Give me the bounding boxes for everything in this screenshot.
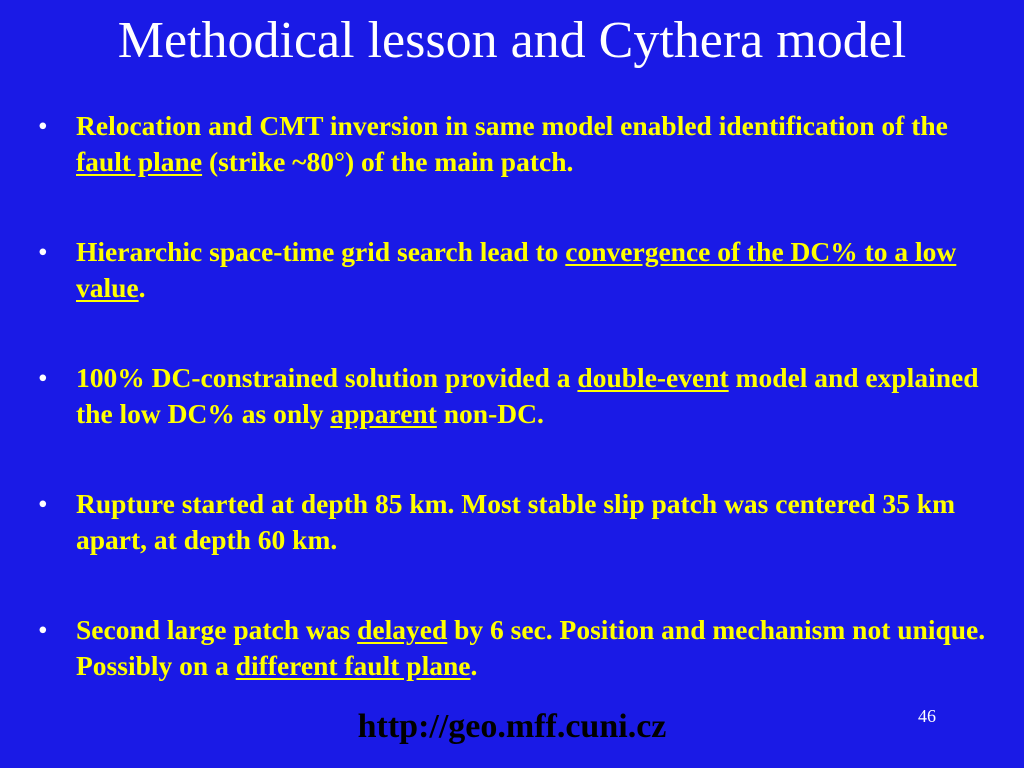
bullet-marker-icon: • xyxy=(38,362,48,393)
bullet-text: Hierarchic space-time grid search lead to xyxy=(76,236,566,267)
bullet-marker-icon: • xyxy=(38,110,48,141)
bullet-text: Relocation and CMT inversion in same model enabled identification of the xyxy=(76,110,948,141)
slide-number: 46 xyxy=(918,706,936,726)
bullet-item xyxy=(38,108,998,180)
bullet-marker-icon: • xyxy=(38,488,48,519)
bullet-marker-icon: • xyxy=(38,614,48,645)
bullet-item xyxy=(38,486,998,558)
bullet-marker-icon: • xyxy=(38,236,48,267)
bullet-item xyxy=(38,612,998,684)
bullet-text: (strike ~80°) of the main patch. xyxy=(202,146,574,177)
bullet-text: 100% DC-constrained solution provided a xyxy=(76,362,578,393)
bullet-text: . xyxy=(470,650,478,681)
bullet-text: by 6 sec. Position and mechanism not unique. Possibly on a xyxy=(76,614,986,681)
underlined-phrase: apparent xyxy=(330,398,437,429)
underlined-phrase: convergence of the DC% to a low value xyxy=(76,236,957,303)
underlined-phrase: fault plane xyxy=(76,146,203,177)
bullet-text: . xyxy=(138,272,146,303)
bullet-text: Second large patch was xyxy=(76,614,358,645)
bullet-item xyxy=(38,234,998,306)
underlined-phrase: double-event xyxy=(577,362,729,393)
bullet-item xyxy=(38,360,998,432)
underlined-phrase: different fault plane xyxy=(235,650,471,681)
bullet-text: non-DC. xyxy=(436,398,544,429)
underlined-phrase: delayed xyxy=(357,614,448,645)
bullet-text: Rupture started at depth 85 km. Most stable slip patch was centered 35 km apart, at depth 60 km. xyxy=(76,488,955,555)
bullet-text: model and explained the low DC% as only xyxy=(76,362,979,429)
bullet-list xyxy=(38,108,998,738)
slide-title: Methodical lesson and Cythera model xyxy=(117,12,907,69)
footer-url: http://geo.mff.cuni.cz xyxy=(357,708,667,745)
